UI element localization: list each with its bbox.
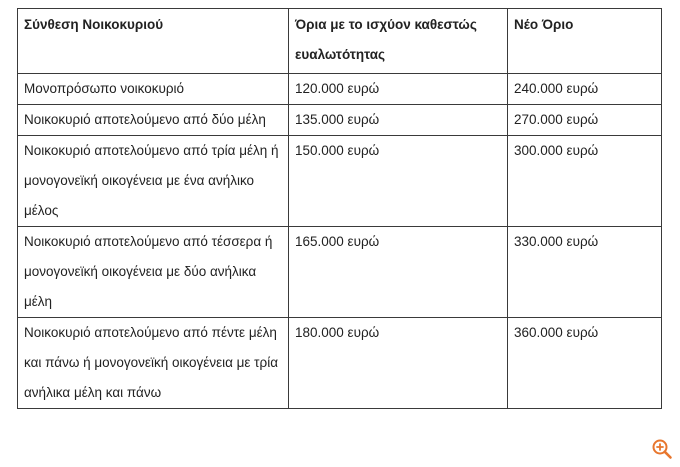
cell-current-limit: 135.000 ευρώ <box>289 105 508 136</box>
header-current-limit: Όρια με το ισχύον καθεστώς ευαλωτότητας <box>289 9 508 74</box>
header-new-limit: Νέο Όριο <box>508 9 662 74</box>
table-row <box>18 105 662 136</box>
cell-household-composition: Νοικοκυριό αποτελούμενο από τρία μέλη ή μονογονεϊκή οικογένεια με ένα ανήλικο μέλος <box>18 136 289 227</box>
table-row <box>18 227 662 318</box>
cell-new-limit: 270.000 ευρώ <box>508 105 662 136</box>
cell-new-limit: 360.000 ευρώ <box>508 318 662 409</box>
cell-new-limit: 330.000 ευρώ <box>508 227 662 318</box>
cell-household-composition: Νοικοκυριό αποτελούμενο από πέντε μέλη και πάνω ή μονογονεϊκή οικογένεια με τρία ανήλικα μέλη και πάνω <box>18 318 289 409</box>
table-header-row <box>18 9 662 74</box>
cell-household-composition: Νοικοκυριό αποτελούμενο από τέσσερα ή μονογονεϊκή οικογένεια με δύο ανήλικα μέλη <box>18 227 289 318</box>
household-limits-table <box>17 8 662 409</box>
zoom-in-icon[interactable] <box>651 438 673 460</box>
cell-current-limit: 150.000 ευρώ <box>289 136 508 227</box>
cell-current-limit: 165.000 ευρώ <box>289 227 508 318</box>
table-row <box>18 74 662 105</box>
cell-new-limit: 240.000 ευρώ <box>508 74 662 105</box>
cell-current-limit: 120.000 ευρώ <box>289 74 508 105</box>
cell-current-limit: 180.000 ευρώ <box>289 318 508 409</box>
table-row <box>18 318 662 409</box>
cell-household-composition: Νοικοκυριό αποτελούμενο από δύο μέλη <box>18 105 289 136</box>
table-row <box>18 136 662 227</box>
cell-new-limit: 300.000 ευρώ <box>508 136 662 227</box>
cell-household-composition: Μονοπρόσωπο νοικοκυριό <box>18 74 289 105</box>
header-household-composition: Σύνθεση Νοικοκυριού <box>18 9 289 74</box>
